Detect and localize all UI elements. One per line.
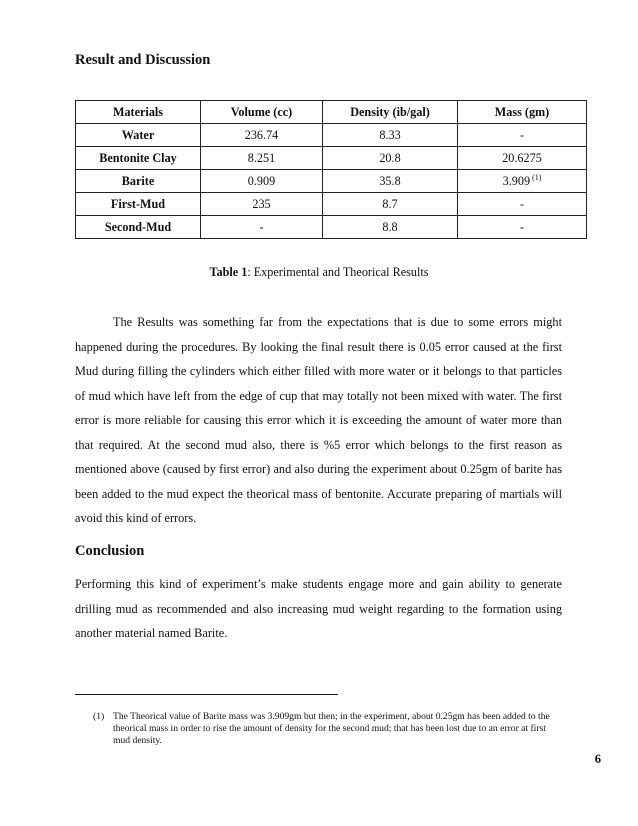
results-table [75, 100, 587, 239]
footnote-text: The Theorical value of Barite mass was 3.909gm but then; in the experiment, about 0.25gm has been added to the theorical mass in order to rise the amount of density for the second mud; that has been lost due to an error at first mud density. [113, 711, 550, 746]
mass-value: - [519, 127, 525, 142]
footnote [93, 711, 563, 747]
cell-material: Barite [76, 170, 201, 193]
mass-value: - [519, 219, 525, 234]
cell-volume: 8.251 [201, 147, 323, 170]
caption-label: Table 1 [209, 265, 248, 279]
cell-material: Water [76, 124, 201, 147]
header-materials: Materials [76, 101, 201, 124]
table-row [76, 147, 587, 170]
cell-volume: - [201, 216, 323, 239]
cell-mass [458, 170, 587, 193]
table-row [76, 193, 587, 216]
footnote-separator [75, 694, 338, 695]
mass-value: 20.6275 [502, 150, 542, 165]
cell-volume: 0.909 [201, 170, 323, 193]
table-row [76, 216, 587, 239]
cell-density: 20.8 [323, 147, 458, 170]
mass-value: - [519, 196, 525, 211]
cell-density: 8.8 [323, 216, 458, 239]
cell-density: 8.7 [323, 193, 458, 216]
cell-material: Second-Mud [76, 216, 201, 239]
table-row [76, 170, 587, 193]
cell-volume: 236.74 [201, 124, 323, 147]
table-header-row [76, 101, 587, 124]
cell-mass [458, 147, 587, 170]
table-caption [0, 265, 638, 280]
cell-material: Bentonite Clay [76, 147, 201, 170]
page-number: 6 [594, 752, 601, 766]
result-and-discussion-heading: Result and Discussion [75, 52, 211, 68]
footnote-number: (1) [93, 711, 105, 722]
cell-mass [458, 193, 587, 216]
cell-mass [458, 124, 587, 147]
cell-density: 8.33 [323, 124, 458, 147]
cell-mass [458, 216, 587, 239]
mass-value: 3.909 [502, 174, 531, 188]
caption-text: : Experimental and Theorical Results [247, 265, 429, 279]
cell-volume: 235 [201, 193, 323, 216]
header-mass: Mass (gm) [458, 101, 587, 124]
conclusion-paragraph: Performing this kind of experiment’s make students engage more and gain ability to generate drilling mud as recommended and also increasing mud weight regarding to the formation using another material named Barite. [75, 577, 562, 640]
discussion-paragraph: The Results was something far from the expectations that is due to some errors might happened during the procedures. By looking the final result there is 0.05 error caused at the first Mud during filling the cylinders which either filled with more water or it belongs to that particles of mud which have left from the edge of cup that may totally not been mixed with water. The first error is more reliable for causing this error which it is exceeding the amount of water more than that required. At the second mud also, there is %5 error which belongs to the first reason as mentioned above (caused by first error) and also during the experiment about 0.25gm of barite has been added to the mud expect the theorical mass of bentonite. Accurate preparing of martials will avoid this kind of errors. [75, 315, 562, 525]
header-density: Density (ib/gal) [323, 101, 458, 124]
table-row [76, 124, 587, 147]
footnote-reference[interactable]: (1) [532, 173, 542, 182]
header-volume: Volume (cc) [201, 101, 323, 124]
cell-material: First-Mud [76, 193, 201, 216]
cell-density: 35.8 [323, 170, 458, 193]
conclusion-heading: Conclusion [75, 543, 145, 559]
